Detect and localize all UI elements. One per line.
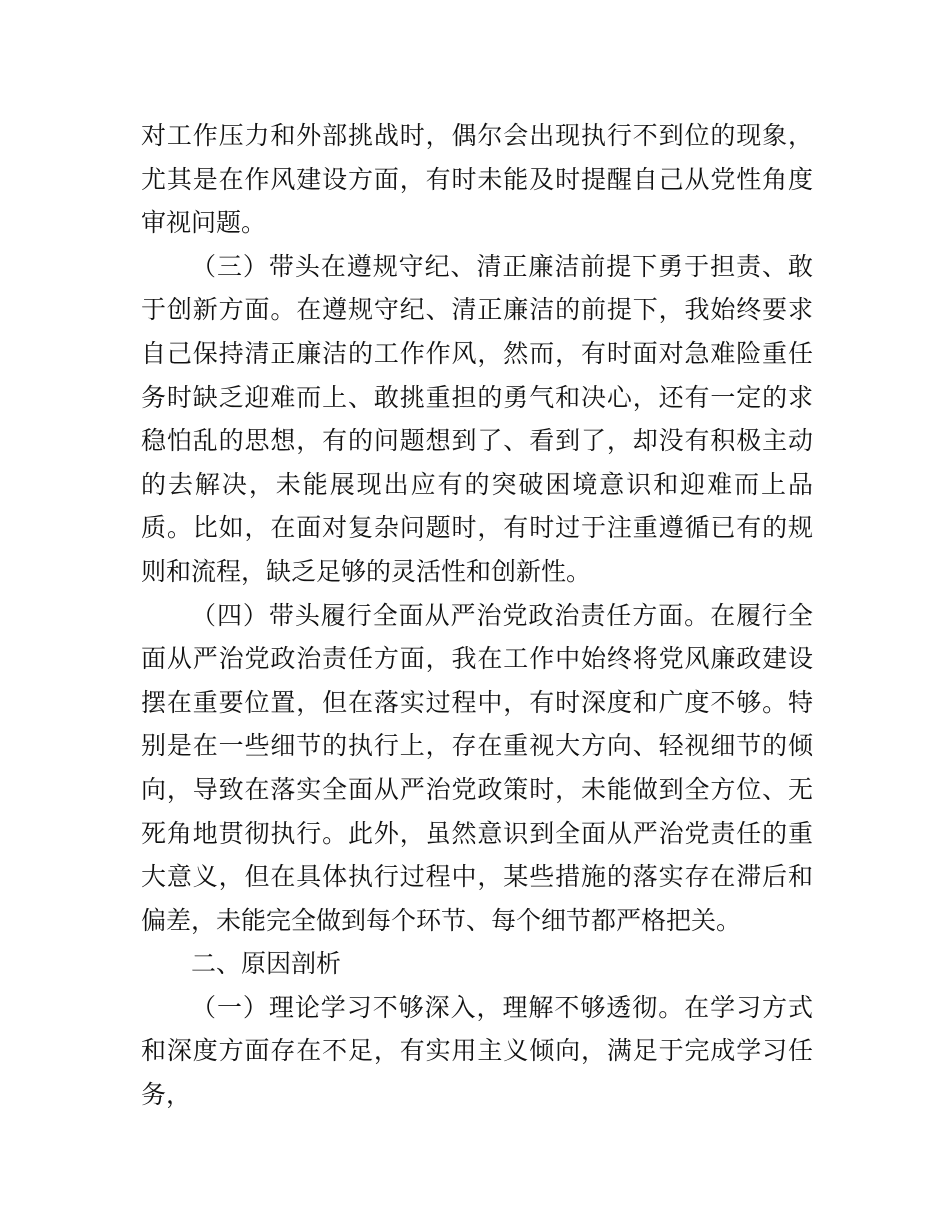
paragraph-section-four: （四）带头履行全面从严治党政治责任方面。在履行全面从严治党政治责任方面，我在工作中始终将党风廉政建设摆在重要位置，但在落实过程中，有时深度和广度不够。特别是在一些细节的执行上，存在重视大方向、轻视细节的倾向，导致在落实全面从严治党政策时，未能做到全方位、无死角地贯彻执行。此外，虽然意识到全面从严治党责任的重大意义，但在具体执行过程中，某些措施的落实存在滞后和偏差，未能完全做到每个环节、每个细节都严格把关。 [141, 600, 813, 935]
paragraph-continuation: 对工作压力和外部挑战时，偶尔会出现执行不到位的现象，尤其是在作风建设方面，有时未能及时提醒自己从党性角度审视问题。 [141, 121, 813, 238]
paragraph-cause-one: （一）理论学习不够深入，理解不够透彻。在学习方式和深度方面存在不足，有实用主义倾向，满足于完成学习任务， [141, 992, 813, 1110]
paragraph-section-three: （三）带头在遵规守纪、清正廉洁前提下勇于担责、敢于创新方面。在遵规守纪、清正廉洁的前提下，我始终要求自己保持清正廉洁的工作作风，然而，有时面对急难险重任务时缺乏迎难而上、敢挑重担的勇气和决心，还有一定的求稳怕乱的思想，有的问题想到了、看到了，却没有积极主动的去解决，未能展现出应有的突破困境意识和迎难而上品质。比如，在面对复杂问题时，有时过于注重遵循已有的规则和流程，缺乏足够的灵活性和创新性。 [141, 251, 813, 586]
document-body [141, 114, 813, 1117]
heading-cause-analysis: 二、原因剖析 [191, 949, 342, 979]
